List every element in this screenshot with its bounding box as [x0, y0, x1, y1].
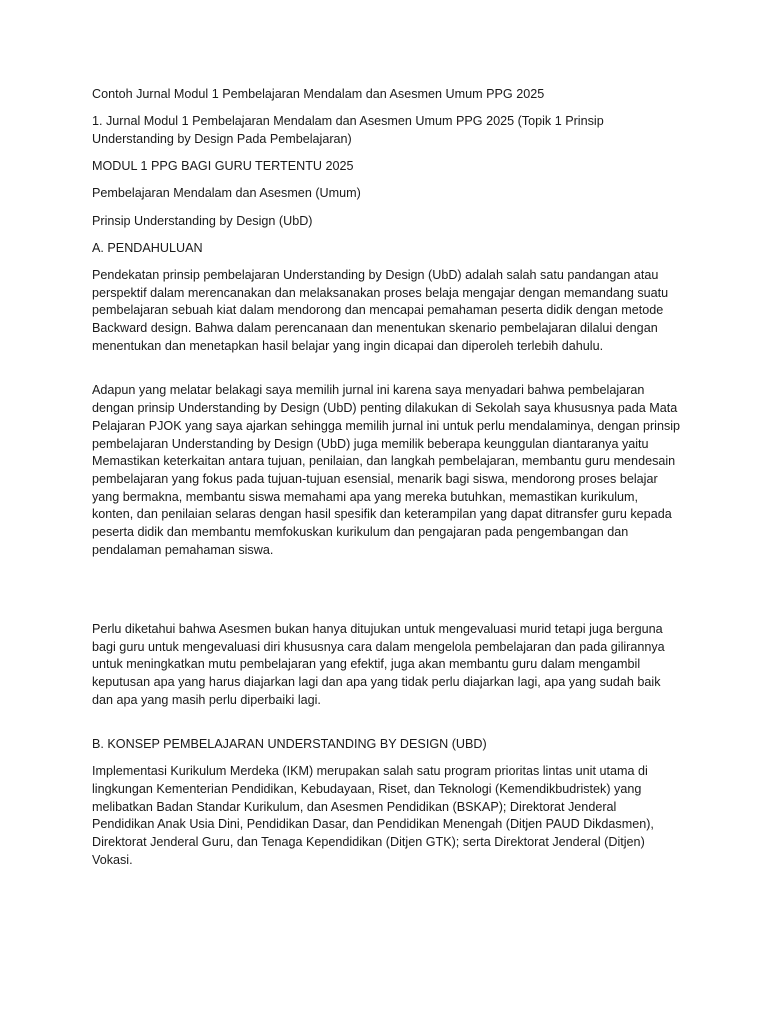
paragraph-assessment: Perlu diketahui bahwa Asesmen bukan hanya ditujukan untuk mengevaluasi murid tetapi juga berguna bagi guru untuk mengevaluasi diri khususnya cara dalam mengelola pembelajaran dan pada gilirannya untuk meningkatkan mutu pembelajaran yang efektif, juga akan membantu guru dalam mengambil keputusan apa yang harus diajarkan lagi dan apa yang tidak perlu diajarkan lagi, apa yang sudah baik dan apa yang masih perlu diperbaiki lagi. — [92, 621, 665, 707]
heading-module: MODUL 1 PPG BAGI GURU TERTENTU 2025 — [92, 159, 354, 174]
document-title: Contoh Jurnal Modul 1 Pembelajaran Mendalam dan Asesmen Umum PPG 2025 — [92, 87, 545, 101]
section-b-title: B. KONSEP PEMBELAJARAN UNDERSTANDING BY DESIGN (UBD) — [92, 736, 487, 751]
blank-line — [92, 719, 682, 736]
paragraph-curriculum: Implementasi Kurikulum Merdeka (IKM) merupakan salah satu program prioritas lintas unit utama di lingkungan Kementerian Pendidikan, Kebudayaan, Riset, dan Teknologi (Kemendikbudristek) yang melibatkan Badan Standar Kurikulum, dan Asesmen Pendidikan (BSKAP); Direktorat Jenderal Pendidikan Anak Usia Dini, Pendidikan Dasar, dan Pendidikan Menengah (Ditjen PAUD Dikdasmen), Direktorat Jenderal Guru, dan Tenaga Kependidikan (Ditjen GTK); serta Direktorat Jenderal (Ditjen) Vokasi. — [92, 764, 654, 867]
blank-line — [92, 365, 682, 383]
paragraph-intro: Pendekatan prinsip pembelajaran Understanding by Design (UbD) adalah salah satu pandangan atau perspektif dalam merencanakan dan melaksanakan proses belaja mengajar dengan memandang suatu pembelajaran sebuah kiat dalam mendorong dan mencapai pemahaman peserta didik dengan metode Backward design. Bahwa dalam perencanaan dan menentukan skenario pembelajaran dilalui dengan menentukan dan menetapkan hasil belajar yang ingin dicapai dan diperoleh terlebih dahulu. — [92, 267, 669, 353]
heading-principle: Prinsip Understanding by Design (UbD) — [92, 213, 313, 228]
blank-line — [92, 569, 682, 621]
heading-subject: Pembelajaran Mendalam dan Asesmen (Umum) — [92, 186, 361, 201]
paragraph-background: Adapun yang melatar belakagi saya memilih jurnal ini karena saya menyadari bahwa pembelajaran dengan prinsip Understanding by Design (UbD) penting dilakukan di Sekolah saya khususnya pada Mata Pelajaran PJOK yang saya ajarkan sehingga memilih jurnal ini untuk perlu mendalaminya, dengan prinsip pembelajaran Understanding by Design (UbD) juga memilik beberapa keunggulan diantaranya yaitu Memastikan keterkaitan antara tujuan, penilaian, dan langkah pembelajaran, membantu guru mendesain pembelajaran yang fokus pada tujuan-tujuan esensial, menarik bagi siswa, mendorong proses belajar yang bermakna, membantu siswa memahami apa yang mereka butuhkan, memastikan kurikulum, konten, dan penilaian selaras dengan hasil spesifik dan keterampilan yang dapat ditransfer guru kepada peserta didik dan membantu memfokuskan kurikulum dan pengajaran pada pengembangan dan pendalaman pemahaman siswa. — [92, 383, 681, 557]
section-a-title: A. PENDAHULUAN — [92, 240, 203, 255]
heading-journal: 1. Jurnal Modul 1 Pembelajaran Mendalam dan Asesmen Umum PPG 2025 (Topik 1 Prinsip Understanding by Design Pada Pembelajaran) — [92, 114, 604, 146]
document-page — [92, 86, 682, 879]
